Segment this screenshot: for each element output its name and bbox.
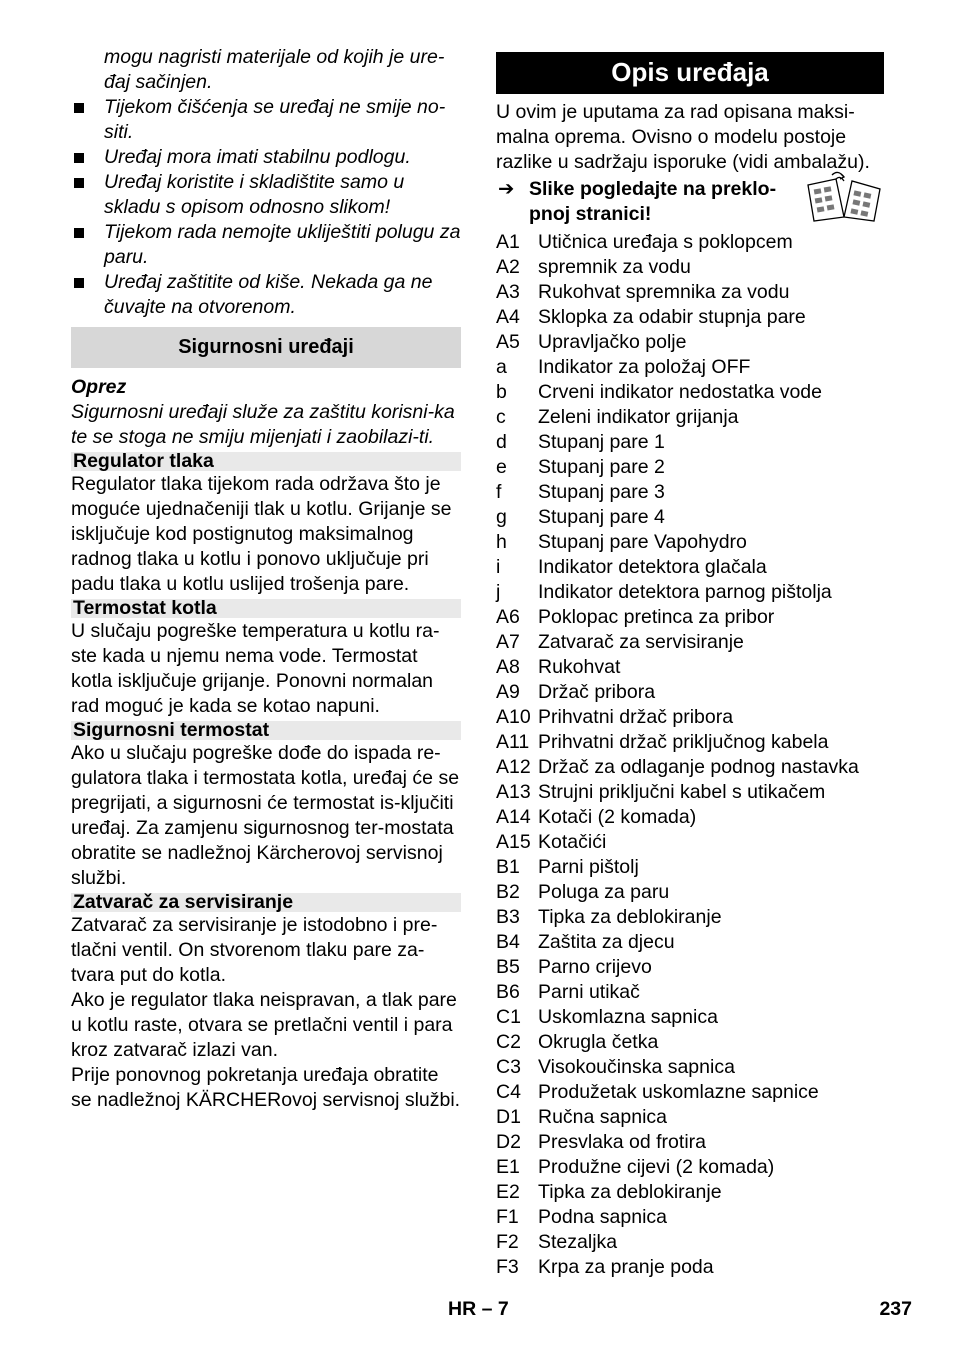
component-code: A9	[496, 681, 520, 703]
component-label: Produžetak uskomlazne sapnice	[538, 1081, 819, 1103]
component-list-item	[496, 1005, 884, 1030]
component-list-item	[496, 255, 884, 280]
paragraph: Regulator tlaka tijekom rada održava što je moguće ujednačeniji tlak u kotlu. Grijanje se isključuje kod postignutog maksimalnog radnog tlaka u kotlu i ponovo uključuje pri padu tlaka u kotlu uslijed trošenja pare.	[71, 473, 452, 595]
component-label: Zeleni indikator grijanja	[538, 406, 739, 428]
caution-title: Oprez	[71, 376, 127, 398]
component-label: Stupanj pare 1	[538, 431, 665, 453]
component-label: Kotačići	[538, 831, 607, 853]
component-list-item	[496, 830, 884, 855]
component-list-item	[496, 1105, 884, 1130]
component-label: Crveni indikator nedostatka vode	[538, 381, 822, 403]
component-list-item	[496, 1080, 884, 1105]
component-label: Stupanj pare 3	[538, 481, 665, 503]
open-book-icon	[804, 171, 884, 223]
component-code: D2	[496, 1131, 521, 1153]
component-code: B1	[496, 856, 520, 878]
component-list-item	[496, 480, 884, 505]
bullet-item: Uređaj koristite i skladištite samo u skladu s opisom odnosno slikom!	[71, 170, 461, 220]
component-code: C3	[496, 1056, 521, 1078]
component-list-item	[496, 880, 884, 905]
component-code: A10	[496, 706, 531, 728]
bullet-item: Uređaj zaštitite od kiše. Nekada ga ne čuvajte na otvorenom.	[71, 270, 461, 320]
component-code: A11	[496, 731, 530, 753]
intro-paragraph: U ovim je uputama za rad opisana maksi-malna oprema. Ovisno o modelu postoje razlike u sadržaju isporuke (vidi ambalažu).	[496, 101, 870, 173]
page-number: 237	[879, 1298, 912, 1320]
component-label: Sklopka za odabir stupnja pare	[538, 306, 806, 328]
component-code: C2	[496, 1031, 521, 1053]
component-list-item	[496, 605, 884, 630]
arrow-right-icon: ➔	[498, 178, 515, 200]
component-label: Visokoučinska sapnica	[538, 1056, 735, 1078]
component-label: Upravljačko polje	[538, 331, 687, 353]
component-label: Presvlaka od frotira	[538, 1131, 706, 1153]
component-code: A8	[496, 656, 520, 678]
component-list-item	[496, 955, 884, 980]
component-code: g	[496, 506, 507, 528]
component-code: A6	[496, 606, 520, 628]
component-list-item	[496, 1055, 884, 1080]
component-label: Parni utikač	[538, 981, 640, 1003]
component-list-item	[496, 1230, 884, 1255]
component-list-item	[496, 280, 884, 305]
component-list-item	[496, 530, 884, 555]
component-label: Podna sapnica	[538, 1206, 668, 1228]
component-code: A14	[496, 806, 531, 828]
component-code: j	[496, 581, 501, 603]
component-code: c	[496, 406, 506, 428]
component-code: E1	[496, 1156, 520, 1178]
component-list-item	[496, 380, 884, 405]
component-code: F1	[496, 1206, 519, 1228]
component-label: Stupanj pare 2	[538, 456, 665, 478]
component-label: Zatvarač za servisiranje	[538, 631, 744, 653]
component-code: B6	[496, 981, 520, 1003]
paragraph: Ako u slučaju pogreške dođe do ispada re-gulatora tlaka i termostata kotla, uređaj će se pregrijati, a sigurnosni će termostat is-ključiti uređaj. Za zamjenu sigurnosnog ter-mostata obratite se nadležnoj Kärcherovoj servisnoj službi.	[71, 742, 460, 889]
component-list-item	[496, 330, 884, 355]
component-list-item	[496, 1255, 884, 1280]
component-label: Indikator detektora parnog pištolja	[538, 581, 832, 603]
component-label: Prihvatni držač pribora	[538, 706, 734, 728]
component-list-item	[496, 730, 884, 755]
component-code: A7	[496, 631, 520, 653]
component-code: A13	[496, 781, 531, 803]
bullet-item: Tijekom rada nemojte ukliještiti polugu za paru.	[71, 220, 461, 270]
component-label: Kotači (2 komada)	[538, 806, 697, 828]
subheading-pressure-regulator: Regulator tlaka	[71, 452, 461, 471]
component-code: C4	[496, 1081, 521, 1103]
component-list-item	[496, 230, 884, 255]
component-list-item	[496, 980, 884, 1005]
component-code: B2	[496, 881, 520, 903]
component-label: Utičnica uređaja s poklopcem	[538, 231, 793, 253]
component-code: B5	[496, 956, 520, 978]
component-label: Držač pribora	[538, 681, 656, 703]
component-list-item	[496, 630, 884, 655]
component-list-item	[496, 755, 884, 780]
component-label: spremnik za vodu	[538, 256, 691, 278]
component-list-item	[496, 1205, 884, 1230]
component-code: b	[496, 381, 507, 403]
component-list-item	[496, 1130, 884, 1155]
component-label: Indikator za položaj OFF	[538, 356, 751, 378]
component-list	[496, 230, 884, 1280]
component-code: B3	[496, 906, 520, 928]
component-code: A4	[496, 306, 520, 328]
component-label: Poluga za paru	[538, 881, 670, 903]
component-label: Stupanj pare Vapohydro	[538, 531, 747, 553]
component-list-item	[496, 655, 884, 680]
left-column	[71, 45, 461, 1113]
component-label: Poklopac pretinca za pribor	[538, 606, 775, 628]
component-list-item	[496, 805, 884, 830]
component-label: Stezaljka	[538, 1231, 618, 1253]
caution-text: Sigurnosni uređaji služe za zaštitu korisni-ka te se stoga ne smiju mijenjati i zaobilazi-ti.	[71, 401, 455, 448]
component-code: A12	[496, 756, 531, 778]
component-code: A15	[496, 831, 531, 853]
device-description-title: Opis uređaja	[496, 52, 884, 94]
component-list-item	[496, 505, 884, 530]
see-figures-note	[496, 177, 884, 227]
component-code: d	[496, 431, 507, 453]
component-label: Rukohvat spremnika za vodu	[538, 281, 790, 303]
subheading-boiler-thermostat: Termostat kotla	[71, 599, 461, 618]
component-label: Parno crijevo	[538, 956, 652, 978]
component-label: Tipka za deblokiranje	[538, 906, 722, 928]
component-code: f	[496, 481, 502, 503]
component-list-item	[496, 1180, 884, 1205]
component-code: A3	[496, 281, 520, 303]
safety-bullet-list	[71, 95, 461, 320]
paragraph: Zatvarač za servisiranje je istodobno i pre-tlačni ventil. On stvorenom tlaku pare za-tvara put do kotla.	[71, 914, 438, 986]
component-code: B4	[496, 931, 520, 953]
subheading-safety-thermostat: Sigurnosni termostat	[71, 721, 461, 740]
component-list-item	[496, 780, 884, 805]
component-label: Zaštita za djecu	[538, 931, 675, 953]
component-code: A1	[496, 231, 520, 253]
component-code: A2	[496, 256, 520, 278]
component-list-item	[496, 1155, 884, 1180]
component-label: Stupanj pare 4	[538, 506, 665, 528]
intro-continuation: mogu nagristi materijale od kojih je ure-đaj sačinjen.	[104, 46, 445, 93]
component-list-item	[496, 680, 884, 705]
component-list-item	[496, 905, 884, 930]
component-list-item	[496, 555, 884, 580]
component-list-item	[496, 430, 884, 455]
component-label: Indikator detektora glačala	[538, 556, 767, 578]
note-text: Slike pogledajte na preklo-pnoj stranici!	[529, 178, 777, 225]
component-label: Tipka za deblokiranje	[538, 1181, 722, 1203]
paragraph: U slučaju pogreške temperatura u kotlu ra-ste kada u njemu nema vode. Termostat kotla isključuje grijanje. Ponovni normalan rad moguć je kada se kotao napuni.	[71, 620, 440, 717]
component-code: E2	[496, 1181, 520, 1203]
bullet-item: Tijekom čišćenja se uređaj ne smije no-siti.	[71, 95, 461, 145]
section-heading-safety-devices: Sigurnosni uređaji	[71, 327, 461, 368]
component-list-item	[496, 305, 884, 330]
component-list-item	[496, 705, 884, 730]
component-label: Parni pištolj	[538, 856, 639, 878]
component-list-item	[496, 355, 884, 380]
paragraph: Ako je regulator tlaka neispravan, a tlak pare u kotlu raste, otvara se pretlačni ventil i para kroz zatvarač izlazi van.	[71, 989, 457, 1061]
component-label: Uskomlazna sapnica	[538, 1006, 718, 1028]
component-label: Ručna sapnica	[538, 1106, 667, 1128]
component-code: D1	[496, 1106, 521, 1128]
subheading-service-closure: Zatvarač za servisiranje	[71, 893, 461, 912]
component-list-item	[496, 855, 884, 880]
component-list-item	[496, 405, 884, 430]
component-code: C1	[496, 1006, 521, 1028]
component-code: F3	[496, 1256, 519, 1278]
component-code: h	[496, 531, 507, 553]
paragraph: Prije ponovnog pokretanja uređaja obratite se nadležnoj KÄRCHERovoj servisnoj službi.	[71, 1064, 461, 1111]
component-list-item	[496, 930, 884, 955]
component-code: i	[496, 556, 501, 578]
component-label: Prihvatni držač priključnog kabela	[538, 731, 829, 753]
right-column	[496, 45, 884, 1280]
component-label: Rukohvat	[538, 656, 621, 678]
bullet-item: Uređaj mora imati stabilnu podlogu.	[71, 145, 461, 170]
component-list-item	[496, 455, 884, 480]
component-label: Držač za odlaganje podnog nastavka	[538, 756, 859, 778]
component-list-item	[496, 1030, 884, 1055]
component-code: F2	[496, 1231, 519, 1253]
component-code: e	[496, 456, 507, 478]
component-label: Krpa za pranje poda	[538, 1256, 714, 1278]
component-code: a	[496, 356, 507, 378]
component-label: Strujni priključni kabel s utikačem	[538, 781, 826, 803]
footer-section-label: HR – 7	[448, 1298, 509, 1320]
component-code: A5	[496, 331, 520, 353]
component-label: Produžne cijevi (2 komada)	[538, 1156, 775, 1178]
component-list-item	[496, 580, 884, 605]
component-label: Okrugla četka	[538, 1031, 659, 1053]
